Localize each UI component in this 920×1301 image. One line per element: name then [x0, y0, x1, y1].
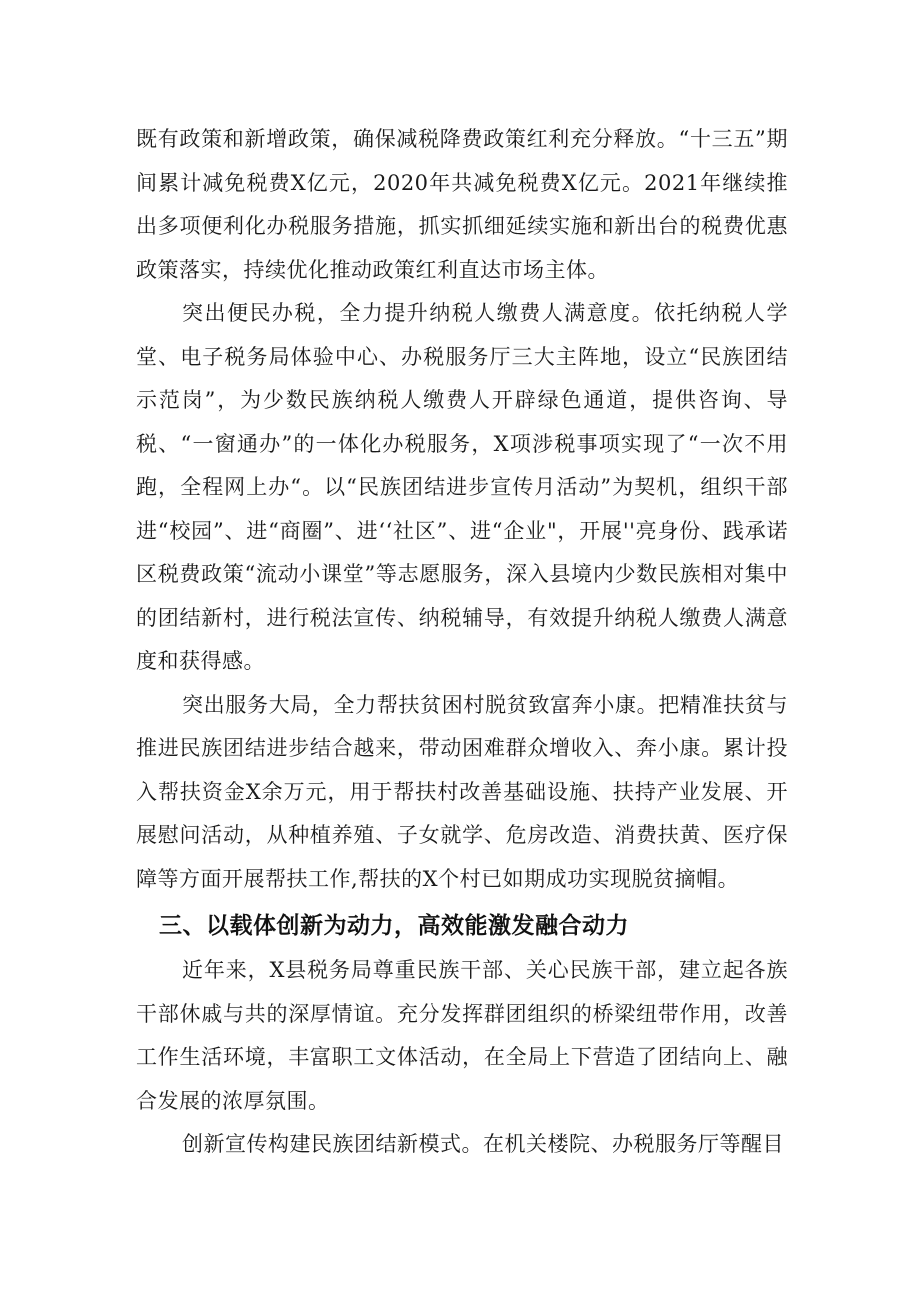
paragraph-convenient-tax-service: 突出便民办税，全力提升纳税人缴费人满意度。依托纳税人学堂、电子税务局体验中心、办税服务厅三大主阵地，设立“民族团结示范岗”，为少数民族纳税人缴费人开辟绿色通道，提供咨询、导税、“一窗通办”的一体化办税服务，X项涉税事项实现了“一次不用跑，全程网上办“。以“民族团结进步宣传月活动”为契机，组织干部进“校园”、进“商圈”、进‘‘社区”、进“企业"，开展''亮身份、践承诺区税费政策“流动小课堂”等志愿服务，深入县境内少数民族相对集中的团结新村，进行税法宣传、纳税辅导，有效提升纳税人缴费人满意度和获得感。	[136, 301, 788, 673]
paragraph-innovative-publicity: 创新宣传构建民族团结新模式。在机关楼院、办税服务厅等醒目	[182, 1132, 784, 1156]
paragraph-ethnic-cadres: 近年来，X县税务局尊重民族干部、关心民族干部，建立起各族干部休戚与共的深厚情谊。充分发挥群团组织的桥梁纽带作用，改善工作生活环境，丰富职工文体活动，在全局上下营造了团结向上、融合发展的浓厚氛围。	[136, 958, 788, 1113]
paragraph-tax-reduction: 既有政策和新增政策，确保减税降费政策红利充分释放。“十三五”期间累计减免税费X亿元，2020年共减免税费X亿元。2021年继续推出多项便利化办税服务措施，抓实抓细延续实施和新出台的税费优惠政策落实，持续优化推动政策红利直达市场主体。	[136, 127, 788, 282]
paragraph-poverty-alleviation: 突出服务大局，全力帮扶贫困村脱贫致富奔小康。把精准扶贫与推进民族团结进步结合越来，带动困难群众增收入、奔小康。累计投入帮扶资金X余万元，用于帮扶村改善基础设施、扶持产业发展、开展慰问活动，从种植养殖、子女就学、危房改造、消费扶黄、医疗保障等方面开展帮扶工作,帮扶的X个村已如期成功实现脱贫摘帽。	[136, 692, 788, 891]
document-body	[136, 118, 788, 1167]
section-heading-three: 三、以载体创新为动力，高效能激发融合动力	[159, 913, 629, 939]
